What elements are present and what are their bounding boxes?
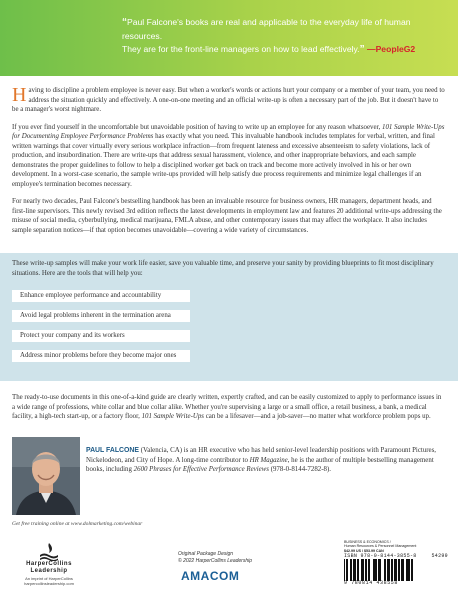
author-photo — [12, 437, 80, 515]
book-short-title: 101 Sample Write-Ups — [141, 413, 204, 420]
price-code: 54299 — [431, 552, 448, 559]
author-bio: PAUL FALCONE (Valencia, CA) is an HR executive who has held senior-level leadership positions with Paramount Pictures, Nickelodeon, and City of Hope. A long-time contributor to HR Magazine, he is the author of multiple bestselling management books, including 2600 Phrases for Effective Performance Reviews (978-0-8144-7282-8). — [86, 447, 437, 473]
barcode-block — [344, 540, 448, 585]
quote-line-2: They are for the front-line managers on how to lead effectively. — [122, 44, 360, 54]
usage-paragraph: The ready-to-use documents in this one-of-a-kind guide are clearly written, expertly crafted, and can be easily customized to apply to performance issues in a wide range of professions, white collar and blue collar alike. Whether you're supervising a large or a small office, a retail business, a bank, a medical facility, a high-tech start-up, or a factory floor, 101 Sample Write-Ups can be a lifesaver—and a job-saver—no matter what workforce problem pops up. — [12, 394, 442, 420]
tool-item: Address minor problems before they become major ones — [12, 350, 190, 362]
isbn: ISBN 978-0-8144-3855-8 54299 — [344, 552, 448, 559]
dropcap: H — [12, 84, 27, 106]
barcode-number: 9 780814 438558 — [344, 580, 399, 587]
quote-source: —PeopleG2 — [366, 44, 416, 54]
tool-item: Protect your company and its workers — [12, 330, 190, 342]
barcode-icon — [344, 559, 448, 581]
package-design-credit: Original Package Design © 2022 HarperCollins Leadership — [178, 551, 253, 564]
barcode-bar — [412, 559, 413, 581]
banner-quote: “Paul Falcone's books are real and applicable to the everyday life of human resources. They are for the front-line managers on how to lead effectively.” —PeopleG2 — [122, 17, 416, 55]
intro-text — [12, 86, 446, 243]
author-portrait-icon — [12, 437, 80, 515]
author-name: PAUL FALCONE — [86, 447, 139, 454]
publisher-url: harpercollinsleadership.com — [24, 581, 74, 586]
intro-paragraph-2: If you ever find yourself in the uncomfortable but unavoidable position of having to write up an employee for any reason whatsoever, 101 Sample Write-Ups for Documenting Employee Performance Problems has exactly what you need. This invaluable handbook includes templates for verbal, written, and final written warnings that cover virtually every serious workplace infraction—from frequent lateness and excessive absenteeism to safety violations, lack of production, and insubordination. There are write-ups that address sexual harassment, violence, and other inappropriate behaviors, and each sample demonstrates the proper guidelines to follow to help a disciplined worker get back on track and become more actively involved in his or her own development. In a worst-case scenario, the sample write-ups provided will help satisfy due process requirements and minimize legal challenges if an employee's termination becomes necessary. — [12, 123, 445, 188]
tool-item: Enhance employee performance and accountability — [12, 290, 190, 302]
intro-paragraph-1: Having to discipline a problem employee is never easy. But when a worker's words or actions hurt your company or a member of your team, you need to address the situation quickly and effectively. A one-on-one meeting and an official write-up is often a necessary part of the job. But it doesn't have to be a manager's worst nightmare. — [12, 84, 445, 113]
tools-intro: These write-up samples will make your work life easier, save you valuable time, and preserve your sanity by providing blueprints to fit most disciplinary situations. Here are the tools that will help you: — [12, 260, 434, 277]
publisher-imprint: An imprint of HarperCollins harpercollinsleadership.com — [24, 576, 74, 586]
amacom-logo: AMACOM — [181, 569, 240, 583]
quote-line-1: Paul Falcone's books are real and applicable to the everyday life of human resources. — [122, 17, 411, 41]
category-line-1: BUSINESS & ECONOMICS / — [344, 540, 391, 544]
book-title: 101 Sample Write-Ups for Documenting Employee Performance Problems — [12, 123, 445, 140]
price: $42.99 US / $53.99 CAN — [344, 548, 384, 553]
tool-item: Avoid legal problems inherent in the termination arena — [12, 310, 190, 322]
category-line-2: Human Resources & Personnel Management — [344, 544, 417, 549]
intro-paragraph-3: For nearly two decades, Paul Falcone's bestselling handbook has been an invaluable resource for business owners, HR managers, department heads, and first-line supervisors. This newly revised 3rd edition reflects the latest developments in employment law and features 20 additional write-ups addressing the misuse of social media, cyberbullying, medical marijuana, FMLA abuse, and other contemporary issues that may affect the workplace. It also includes sample separation notices—if that option becomes unavoidable—covering a wide variety of circumstances. — [12, 198, 442, 234]
harpercollins-fire-and-water-icon — [38, 543, 60, 561]
quote-mark-icon: “ — [122, 17, 127, 28]
free-training-note: Get free training online at www.dolmarketing.com/webinar — [12, 521, 143, 527]
publisher-name: HarperCollins Leadership — [26, 561, 72, 574]
